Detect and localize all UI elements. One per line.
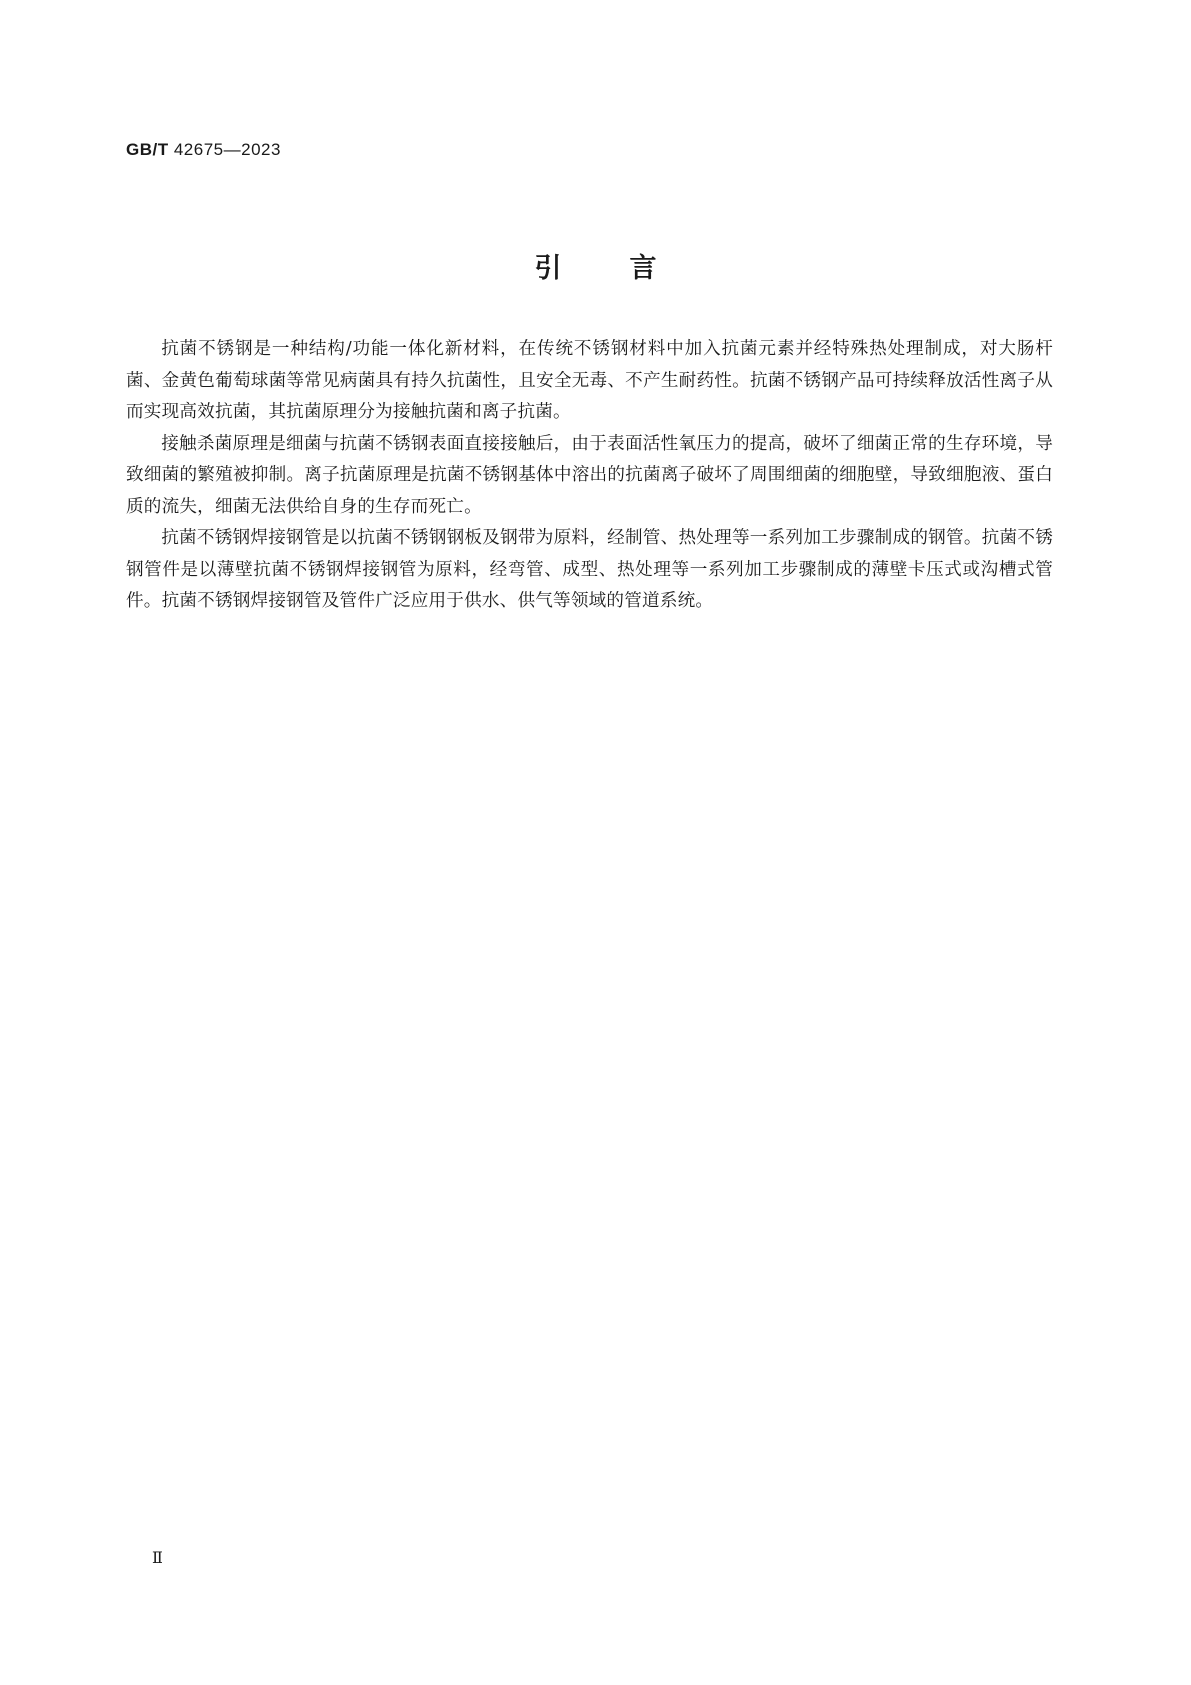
- paragraph: 抗菌不锈钢焊接钢管是以抗菌不锈钢钢板及钢带为原料，经制管、热处理等一系列加工步骤制成的钢管。抗菌不锈钢管件是以薄壁抗菌不锈钢焊接钢管为原料，经弯管、成型、热处理等一系列加工步骤制成的薄壁卡压式或沟槽式管件。抗菌不锈钢焊接钢管及管件广泛应用于供水、供气等领域的管道系统。: [126, 528, 1053, 611]
- paragraph: 接触杀菌原理是细菌与抗菌不锈钢表面直接接触后，由于表面活性氧压力的提高，破坏了细菌正常的生存环境，导致细菌的繁殖被抑制。离子抗菌原理是抗菌不锈钢基体中溶出的抗菌离子破坏了周围细菌的细胞壁，导致细胞液、蛋白质的流失，细菌无法供给自身的生存而死亡。: [126, 433, 1053, 517]
- section-title-char-2: 言: [629, 253, 657, 284]
- body-text: [126, 334, 1053, 618]
- section-title: [0, 246, 1191, 285]
- standard-code: [126, 140, 281, 160]
- paragraph: 抗菌不锈钢是一种结构/功能一体化新材料，在传统不锈钢材料中加入抗菌元素并经特殊热处理制成，对大肠杆菌、金黄色葡萄球菌等常见病菌具有持久抗菌性，且安全无毒、不产生耐药性。抗菌不锈钢产品可持续释放活性离子从而实现高效抗菌，其抗菌原理分为接触抗菌和离子抗菌。: [126, 339, 1053, 422]
- page-number: Ⅱ: [152, 1548, 163, 1567]
- standard-number: 42675—2023: [173, 140, 281, 159]
- standard-prefix: GB/T: [126, 140, 169, 159]
- section-title-char-1: 引: [534, 253, 562, 284]
